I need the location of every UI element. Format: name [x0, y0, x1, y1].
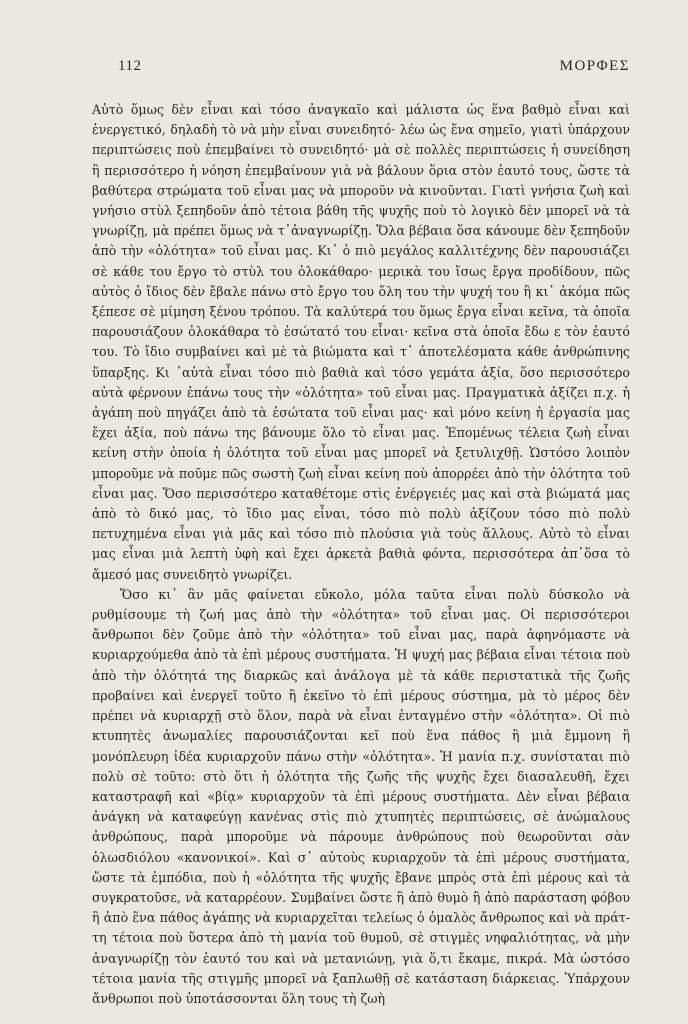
page-number: 112 — [118, 58, 142, 74]
paragraph: Αὐτὸ ὅμως δὲν εἶναι καὶ τόσο ἀναγκαῖο καὶ μάλιστα ὡς ἕνα βαθμὸ εἶναι καὶ ἐνεργετικό, δηλαδὴ τὸ νὰ μὴν εἶναι συνειδητό· λέω ὡς ἕνα σημεῖο, γιατὶ ὑπάρχουν περιπτώσεις ποὺ ἐπεμβαίνει τὸ συνειδητό· μὰ σὲ πολλὲς περιπτώσεις ἡ συνείδηση ἢ περισσότερο ἡ νόηση ἐπεμβαίνουν γιὰ νὰ βάλουν ὅρια στὸν ἑαυτό τους, ὥστε τὰ βαθύτερα στρώματα τοῦ εἶναι μας νὰ μποροῦν νὰ κινοῦνται. Γιατὶ γνήσια ζωὴ καὶ γνήσιο στὺλ ξεπηδοῦν ἀπὸ τέτοια βάθη τῆς ψυχῆς ποὺ τὸ λογικὸ δὲν μπορεῖ νὰ τὰ γνωρίζῃ, μὰ πρέπει ὅμως νὰ τ᾽ἀναγνωρίζῃ. Ὅλα βέβαια ὅσα κάνουμε δὲν ξεπηδοῦν ἀπὸ τὴν «ὁλότητα» τοῦ εἶναι μας. Κι᾽ ὁ πιὸ μεγάλος καλλιτέχνης δὲν παρουσιάζει σὲ κάθε του ἔργο τὸ στὺλ του ὁλοκάθαρο· μερικὰ του ἴσως ἔργα προδίδουν, πῶς αὐτὸς ὁ ἴδιος δὲν ἔβαλε πάνω στὸ ἔργο του ὅλη του τὴν ψυχή του ἢ κι᾽ ἀκόμα πῶς ξέπεσε σὲ μίμηση ξένου τρόπου. Τὰ καλύτερά του ὅμως ἔργα εἶναι κεῖνα, τὰ ὁποῖα παρουσιάζουν ὁλοκάθαρα τὸ ἐσώτατό του εἶναι· κεῖνα στὰ ὁποῖα ἔδω ε τὸν ἑαυτό του. Τὸ ἴδιο συμβαίνει καὶ μὲ τὰ βιώματα καὶ τ᾽ ἀποτελέσματα κάθε ἀνθρώπινης ὕπαρξης. Κι ᾽αὐτὰ εἶναι τόσο πιὸ βαθιὰ καὶ τόσο γεμάτα ἀξία, ὅσο περισσότερο αὐτὰ φέρνουν ἐπάνω τους τὴν «ὁλότητα» τοῦ εἶναι μας. Πραγματικὰ ἀξίζει π.χ. ἡ ἀγάπη ποὺ πηγάζει ἀπὸ τὰ ἐσώτατα τοῦ εἶναι μας· καὶ μόνο κείνη ἡ ἐργασία μας ἔχει ἀξία, ποὺ πάνω της βάνουμε ὅλο τὸ εἶναι μας. Ἑπομένως τέλεια ζωὴ εἶναι κείνη στὴν ὁποία ἡ ὁλότητα τοῦ εἶναι μας μπορεῖ νὰ ξετυλιχθῇ. Ὡστόσο λοιπὸν μποροῦμε νὰ ποῦμε πῶς σωστὴ ζωὴ εἶναι κείνη ποὺ ἀπορρέει ἀπὸ τὴν ὁλότητα τοῦ εἶναι μας. Ὅσο περισσότερο καταθέτομε στὶς ἐνέργειές μας καὶ στὰ βιώματά μας ἀπὸ τὸ δικό μας, τὸ ἴδιο μας εἶναι, τόσο πιὸ πολὺ ἀξίζουν τόσο πιὸ πολὺ πετυχημένα εἶναι γιὰ μᾶς καὶ τόσο πιὸ πλούσια γιὰ τοὺς ἄλλους. Αὐτὸ τὸ εἶναι μας εἶναι μιὰ λεπτὴ ὑφὴ καὶ ἔχει ἀρκετὰ βαθιὰ φόντα, περισσότερα ἀπ᾽ὅσα τὸ ἄμεσό μας συνειδητὸ γνωρίζει. — [92, 102, 630, 582]
page-header — [92, 58, 630, 78]
body-text — [92, 100, 630, 1009]
paragraph: Ὅσο κι᾽ ἂν μᾶς φαίνεται εὔκολο, μόλα ταῦτα εἶναι πολὺ δύσκολο νὰ ρυθμίσουμε τὴ ζωή μας ἀπὸ τὴν «ὁλότητα» τοῦ εἶναι μας. Οἱ περισσότεροι ἄνθρωποι δὲν ζοῦμε ἀπὸ τὴν «ὁλότητα» τοῦ εἶναι μας, παρὰ ἀφηνόμαστε νὰ κυριαρχούμεθα ἀπὸ τὰ ἐπὶ μέρους συστήματα. Ἡ ψυχή μας βέβαια εἶναι τέτοια ποὺ ἀπὸ τὴν ὁλότητά της διαρκῶς καὶ ἀνάλογα μὲ τὰ κάθε περιστατικὰ τῆς ζωῆς προβαίνει καὶ ἐνεργεῖ τοῦτο ἢ ἐκεῖνο τὸ ἐπὶ μέρους σύστημα, μὰ τὸ μέρος δὲν πρέπει νὰ κυριαρχῇ στὸ ὅλον, παρὰ νὰ εἶναι ἐνταγμένο στὴν «ὁλότητα». Οἱ πιὸ κτυπητὲς ἀνωμαλίες παρουσιάζονται κεῖ ποὺ ἕνα πάθος ἢ μιὰ ἔμμονη ἢ μονόπλευρη ἰδέα κυριαρχοῦν πάνω στὴν «ὁλότητα». Ἡ μανία π.χ. συνίσταται πιὸ πολὺ σὲ τοῦτο: στὸ ὅτι ἡ ὁλότητα τῆς ζωῆς τῆς ψυχῆς ἔχει διασαλευθῆ, ἔχει καταστραφῆ καὶ «βίᾳ» κυριαρχοῦν τὰ ἐπὶ μέρους συστήματα. Δὲν εἶναι βέβαια ἀνάγκη νὰ καταφεύγῃ κανένας στὶς πιὸ χτυπητὲς περιπτώσεις, σὲ ἀνώμαλους ἀνθρώπους, παρὰ μποροῦμε νὰ πάρουμε ἀνθρώπους ποὺ θεωροῦνται σὰν ὁλωσδιόλου «κανονικοί». Καὶ σ᾽ αὐτοὺς κυριαρχοῦν τὰ ἐπὶ μέρους συστήματα, ὥστε τὰ ἐμπόδια, ποὺ ἡ «ὁλότητα τῆς ψυχῆς ἔβανε μπρὸς στὰ ἐπὶ μέρους καὶ τὰ συγκρατοῦσε, νὰ καταρρέουν. Συμβαίνει ὥστε ἢ ἀπὸ θυμὸ ἢ ἀπὸ παράσταση φόβου ἢ ἀπὸ ἕνα πάθος ἀγάπης νὰ κυριαρχεῖται τελείως ὁ ὁμαλὸς ἄνθρωπος καὶ νὰ πράττη τέτοια ποὺ ὕστερα ἀπὸ τὴ μανία τοῦ θυμοῦ, σὲ στιγμὲς νηφαλιότητας, νὰ μὴν ἀναγνωρίζῃ τὸν ἑαυτό του καὶ νὰ μετανιώνῃ, γιὰ ὅ,τι ἔκαμε, πικρά. Μὰ ὡστόσο τέτοια μανία τῆς στιγμῆς μπορεῖ νὰ ξαπλωθῇ σὲ κατάσταση διάρκειας. Ὑπάρχουν ἄνθρωποι ποὺ ὑποτάσσονται ὅλη τους τὴ ζωὴ — [92, 586, 630, 1006]
running-head: ΜΟΡΦΕΣ — [559, 58, 630, 74]
